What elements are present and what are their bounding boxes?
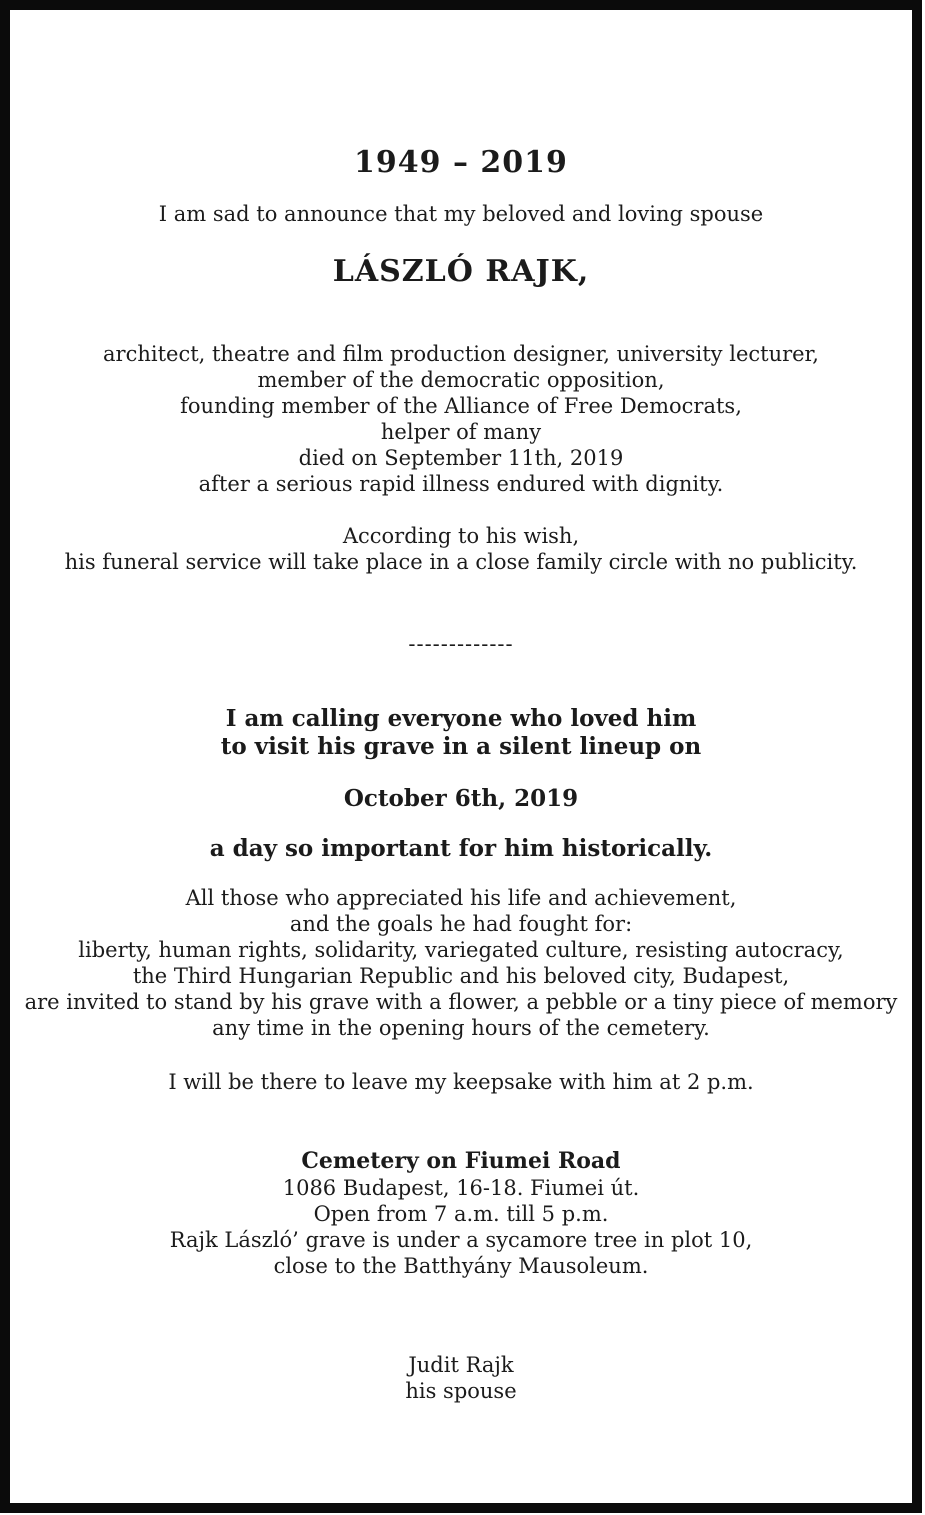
deceased-name: LÁSZLÓ RAJK,	[332, 254, 590, 289]
invite-line: the Third Hungarian Republic and his beloved city, Budapest,	[132, 964, 790, 988]
signature-role: his spouse	[405, 1379, 517, 1403]
invitation-paragraph	[10, 885, 912, 1041]
bio-line: after a serious rapid illness endured with dignity.	[198, 472, 724, 496]
keepsake-line: I will be there to leave my keepsake with him at 2 p.m.	[168, 1070, 754, 1094]
invite-line: All those who appreciated his life and achievement,	[185, 886, 737, 910]
cemetery-info-line: Open from 7 a.m. till 5 p.m.	[313, 1202, 609, 1226]
wish-line: his funeral service will take place in a close family circle with no publicity.	[64, 550, 858, 574]
bio-line: died on September 11th, 2019	[298, 446, 624, 470]
signature-name: Judit Rajk	[408, 1353, 514, 1377]
cemetery-info-line: 1086 Budapest, 16-18. Fiumei út.	[282, 1176, 640, 1200]
life-years-heading: 1949 – 2019	[354, 145, 568, 180]
cemetery-name-heading: Cemetery on Fiumei Road	[301, 1148, 621, 1174]
dashed-separator: -------------	[408, 632, 514, 656]
bio-line: founding member of the Alliance of Free Democrats,	[180, 394, 742, 418]
cemetery-info-paragraph	[10, 1175, 912, 1279]
bio-line: helper of many	[380, 420, 542, 444]
announcement-line: I am sad to announce that my beloved and loving spouse	[158, 202, 764, 226]
biography-paragraph	[10, 341, 912, 497]
call-line: I am calling everyone who loved him	[225, 705, 697, 732]
date-importance-line: a day so important for him historically.	[209, 835, 713, 862]
invite-line: and the goals he had fought for:	[289, 912, 633, 936]
funeral-wish-paragraph	[10, 523, 912, 575]
invite-line: any time in the opening hours of the cemetery.	[212, 1016, 710, 1040]
bio-line: architect, theatre and film production designer, university lecturer,	[103, 342, 819, 366]
signature-block	[10, 1352, 912, 1404]
cemetery-info-line: Rajk László’ grave is under a sycamore tree in plot 10,	[169, 1228, 753, 1252]
invite-line: are invited to stand by his grave with a flower, a pebble or a tiny piece of memory	[24, 990, 898, 1014]
cemetery-info-line: close to the Batthyány Mausoleum.	[273, 1254, 649, 1278]
wish-line: According to his wish,	[342, 524, 580, 548]
visit-date: October 6th, 2019	[343, 785, 579, 812]
call-to-visit-paragraph	[10, 705, 912, 761]
obituary-content	[10, 10, 912, 1404]
bio-line: member of the democratic opposition,	[257, 368, 665, 392]
call-line: to visit his grave in a silent lineup on	[220, 733, 702, 760]
invite-line: liberty, human rights, solidarity, variegated culture, resisting autocracy,	[78, 938, 844, 962]
